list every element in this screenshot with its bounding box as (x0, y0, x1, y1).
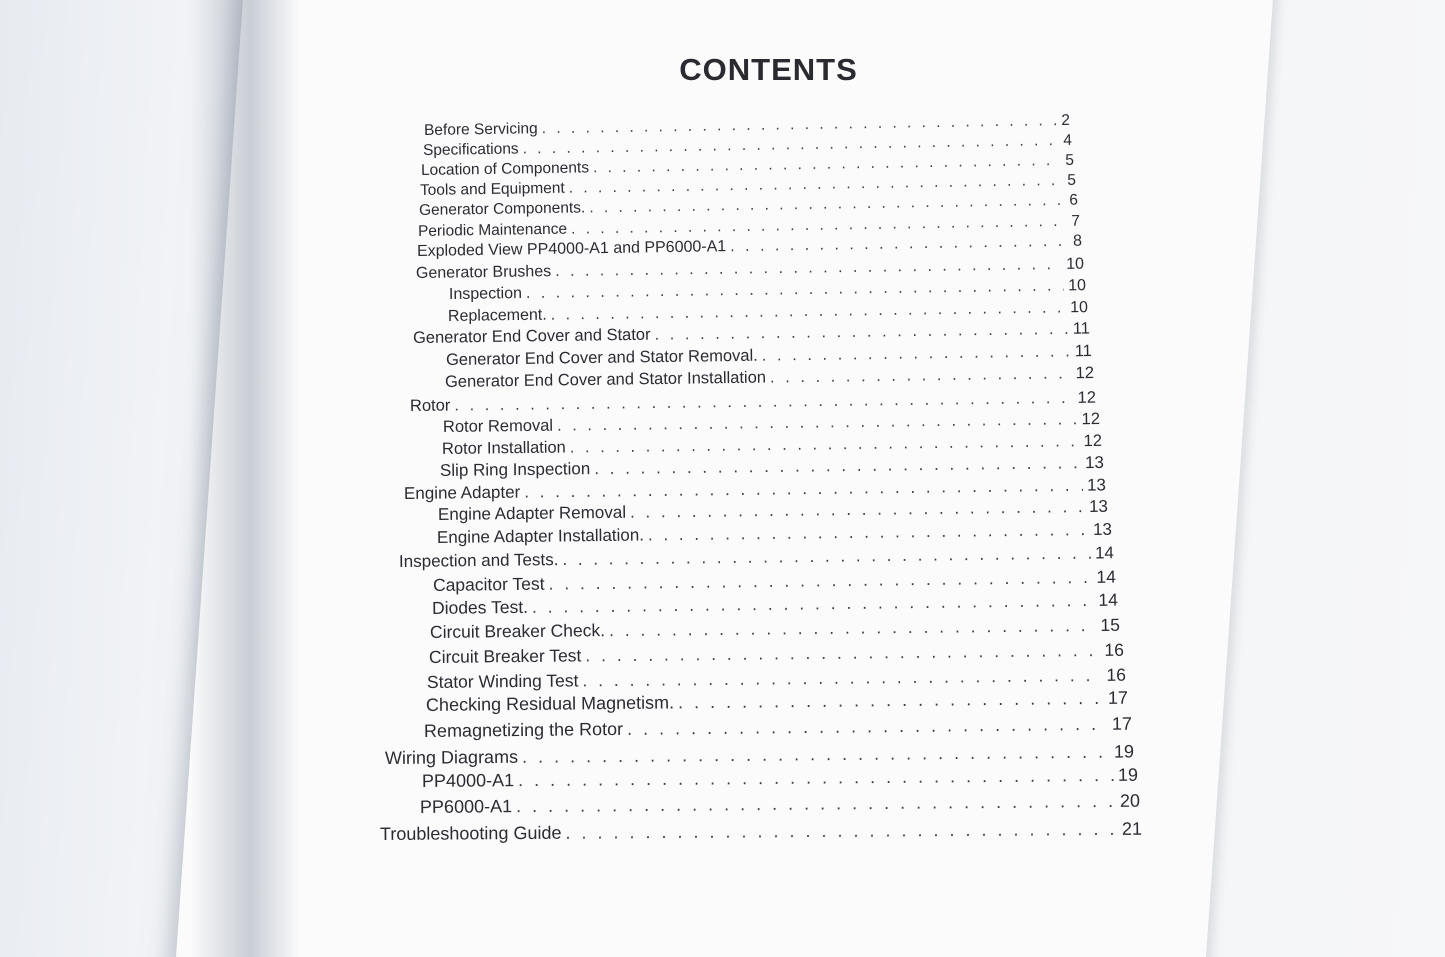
toc-entry (420, 791, 1140, 818)
dot-leader (678, 688, 1104, 713)
toc-entry-label: Checking Residual Magnetism. (425, 692, 675, 715)
toc-entry-label: Generator Components. (418, 198, 586, 219)
dot-leader (648, 520, 1089, 545)
toc-entry-label: Location of Components (420, 158, 590, 179)
toc-entry-page-number: 12 (1077, 388, 1097, 407)
toc-entry-page-number: 5 (1065, 151, 1075, 169)
dot-leader (770, 364, 1072, 387)
toc-entry-page-number: 11 (1074, 341, 1093, 360)
toc-entry-page-number: 12 (1081, 409, 1101, 428)
toc-entry-page-number: 16 (1106, 664, 1127, 685)
toc-entry-page-number: 12 (1075, 363, 1095, 382)
dot-leader (594, 453, 1081, 479)
toc-entry-page-number: 6 (1069, 191, 1079, 209)
toc-entry-label: Engine Adapter Removal (437, 502, 627, 524)
toc-entry-label: Periodic Maintenance (417, 220, 568, 240)
toc-entry-page-number: 14 (1094, 543, 1115, 563)
page-title: CONTENTS (679, 52, 858, 87)
toc-entry-page-number: 12 (1083, 431, 1103, 450)
dot-leader (565, 819, 1118, 844)
toc-entry-page-number: 14 (1098, 589, 1119, 610)
toc-entry-page-number: 10 (1066, 255, 1085, 273)
toc-entry-label: Rotor (409, 396, 451, 415)
toc-entry-page-number: 10 (1070, 299, 1089, 317)
dot-leader (516, 791, 1116, 817)
toc-entry-page-number: 15 (1100, 614, 1121, 635)
toc-entry-label: Generator End Cover and Stator Installation (444, 368, 767, 391)
toc-entry-page-number: 13 (1092, 519, 1113, 539)
toc-entry-label: PP6000-A1 (419, 796, 513, 817)
dot-leader (654, 319, 1069, 344)
toc-entry-page-number: 7 (1071, 212, 1081, 230)
toc-entry-page-number: 19 (1113, 741, 1135, 762)
dot-leader (518, 765, 1114, 791)
toc-entry-label: Generator End Cover and Stator Removal. (445, 346, 758, 369)
toc-entry-label: Tools and Equipment (419, 179, 565, 199)
toc-entry-page-number: 13 (1084, 452, 1105, 473)
toc-entry-label: Generator Brushes (415, 263, 552, 282)
toc-entry-label: Stator Winding Test (426, 669, 579, 692)
dot-leader (557, 410, 1078, 435)
dot-leader (582, 664, 1102, 690)
toc-entry-page-number: 17 (1111, 713, 1133, 734)
toc-entry-label: Before Servicing (423, 119, 538, 139)
toc-entry-page-number: 17 (1107, 687, 1129, 708)
toc-entry-label: Engine Adapter Installation. (436, 525, 645, 547)
dot-leader (562, 544, 1091, 570)
toc-entry-page-number: 13 (1086, 475, 1107, 495)
toc-entry-label: Capacitor Test (432, 573, 545, 595)
toc-entry-label: Inspection (448, 284, 523, 303)
dot-leader (627, 714, 1108, 740)
toc-entry-label: Specifications (422, 139, 519, 159)
dot-leader (555, 256, 1062, 281)
toc-entry-page-number: 16 (1104, 639, 1125, 660)
toc-entry-label: Troubleshooting Guide (379, 822, 562, 844)
toc-entry-label: PP4000-A1 (421, 770, 515, 791)
toc-entry (430, 614, 1120, 642)
toc-entry (429, 639, 1124, 667)
toc-entry-label: Diodes Test. (431, 596, 529, 618)
dot-leader (730, 233, 1069, 256)
toc-entry-label: Generator End Cover and Stator (412, 325, 651, 347)
toc-entry-page-number: 5 (1067, 171, 1077, 189)
toc-entry-label: Wiring Diagrams (384, 746, 519, 768)
toc-entry-label: Engine Adapter (403, 482, 521, 503)
toc-entry-label: Exploded View PP4000-A1 and PP6000-A1 (416, 238, 727, 260)
toc-entry (422, 765, 1138, 792)
dot-leader (609, 615, 1097, 641)
toc-entry-label: Slip Ring Inspection (439, 459, 591, 480)
dot-leader (585, 639, 1100, 665)
toc-entry (424, 714, 1132, 742)
dot-leader (526, 277, 1064, 303)
toc-entry-label: Rotor Removal (442, 416, 554, 436)
dot-leader (522, 742, 1110, 768)
toc-entry-page-number: 2 (1061, 111, 1071, 129)
dot-leader (762, 342, 1071, 365)
toc-entry-label: Rotor Installation (441, 437, 566, 458)
toc-entry-label: Replacement. (447, 306, 547, 325)
toc-entry-page-number: 4 (1063, 131, 1073, 149)
toc-entry-page-number: 19 (1117, 764, 1139, 785)
toc-entry-page-number: 20 (1119, 790, 1141, 811)
toc-entry-page-number: 13 (1088, 496, 1109, 517)
toc-entry-page-number: 21 (1121, 818, 1143, 839)
toc-entry-label: Circuit Breaker Test (428, 644, 582, 667)
toc-entry-page-number: 10 (1068, 277, 1087, 295)
toc-entry-page-number: 8 (1072, 232, 1083, 250)
toc-entry-label: Circuit Breaker Check. (429, 619, 606, 642)
toc-entry-label: Inspection and Tests. (398, 550, 559, 571)
toc-entry-label: Remagnetizing the Rotor (423, 718, 624, 741)
toc-entry-page-number: 14 (1096, 566, 1117, 587)
toc-entry (380, 819, 1142, 845)
toc-entry-page-number: 11 (1072, 319, 1091, 338)
dot-leader (630, 497, 1085, 523)
